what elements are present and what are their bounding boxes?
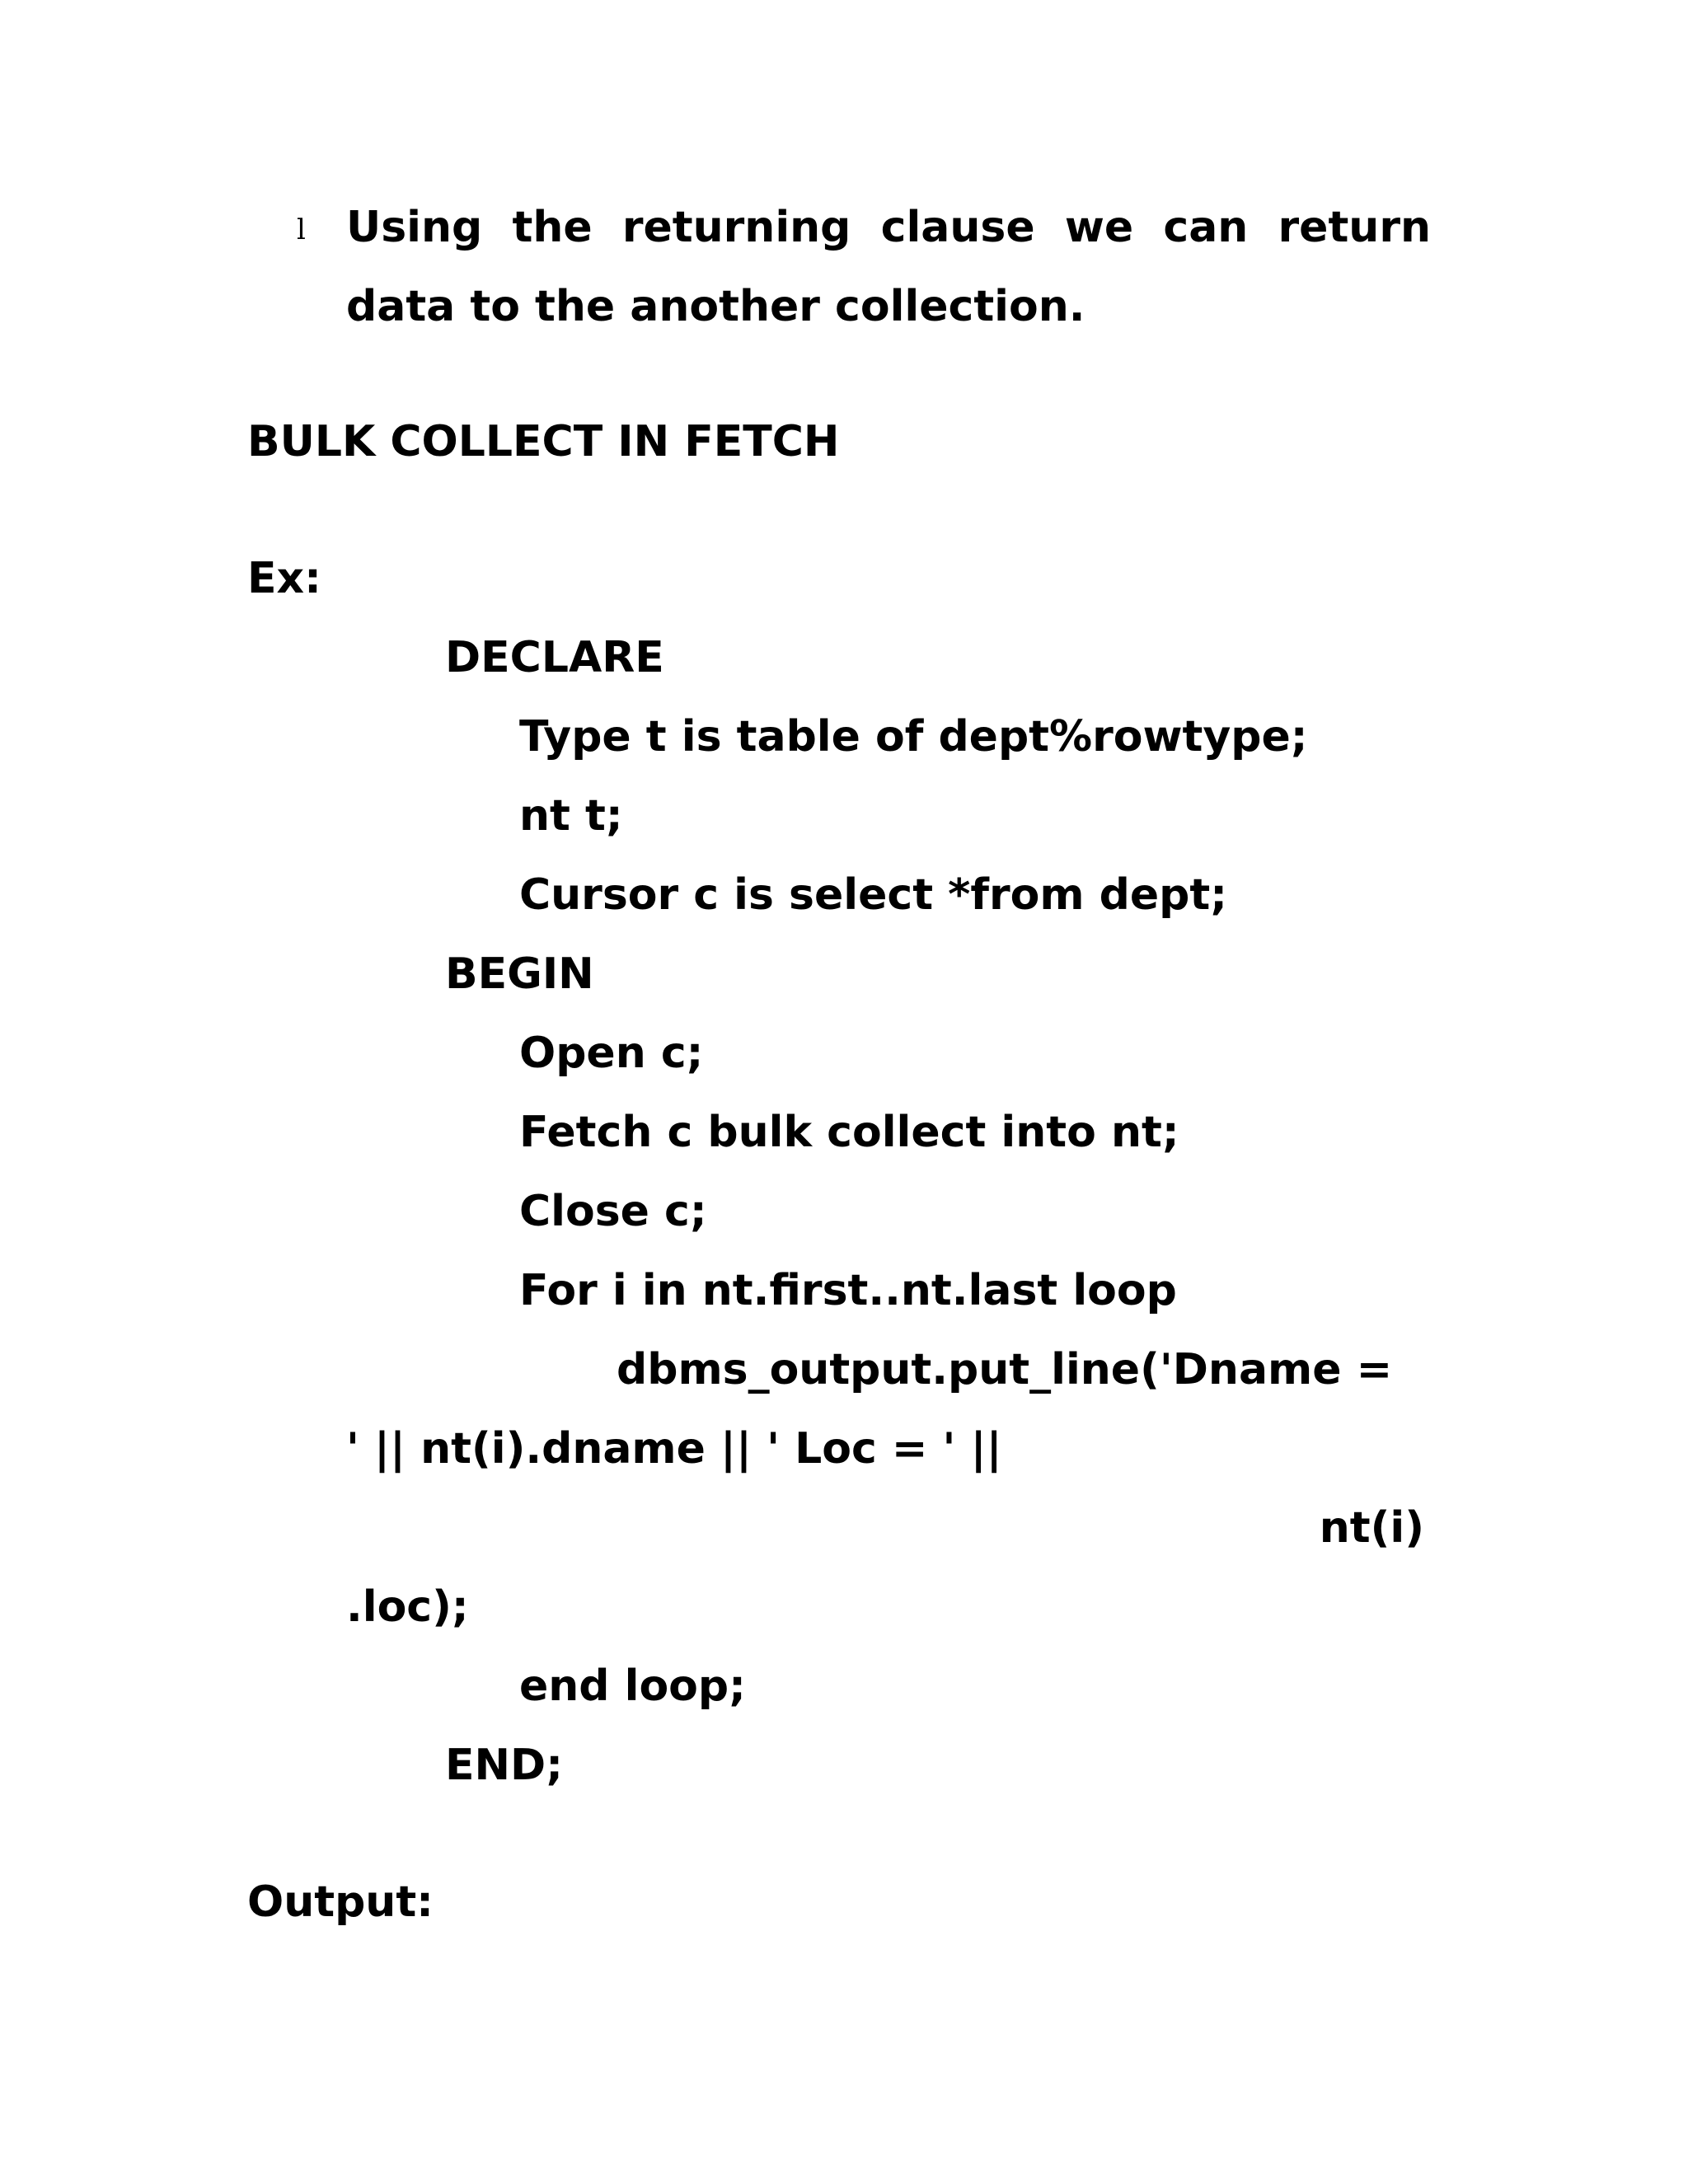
bullet-text-line-1: Using the returning clause we can return <box>346 203 1431 252</box>
code-line-concat: ' || nt(i).dname || ' Loc = ' || <box>346 1424 1002 1474</box>
section-heading: BULK COLLECT IN FETCH <box>247 417 840 466</box>
code-line-close: Close c; <box>519 1187 707 1236</box>
output-label: Output: <box>247 1877 434 1927</box>
bullet-text-line-2: data to the another collection. <box>346 282 1085 331</box>
code-line-declare: DECLARE <box>445 633 664 682</box>
code-line-nt: nt t; <box>519 791 623 841</box>
code-line-put-line: dbms_output.put_line('Dname = <box>617 1345 1393 1394</box>
code-line-cursor: Cursor c is select *from dept; <box>519 870 1227 920</box>
code-line-begin: BEGIN <box>445 949 594 999</box>
code-line-fetch: Fetch c bulk collect into nt; <box>519 1108 1179 1157</box>
code-line-nt-i: nt(i) <box>1319 1503 1424 1553</box>
code-line-loc: .loc); <box>346 1582 469 1632</box>
code-line-end-loop: end loop; <box>519 1661 746 1711</box>
example-label: Ex: <box>247 554 321 603</box>
code-line-open: Open c; <box>519 1029 704 1078</box>
code-line-type: Type t is table of dept%rowtype; <box>519 712 1308 762</box>
code-line-end: END; <box>445 1741 563 1790</box>
bullet-marker: l <box>297 213 306 246</box>
code-line-for-loop: For i in nt.first..nt.last loop <box>519 1266 1177 1315</box>
